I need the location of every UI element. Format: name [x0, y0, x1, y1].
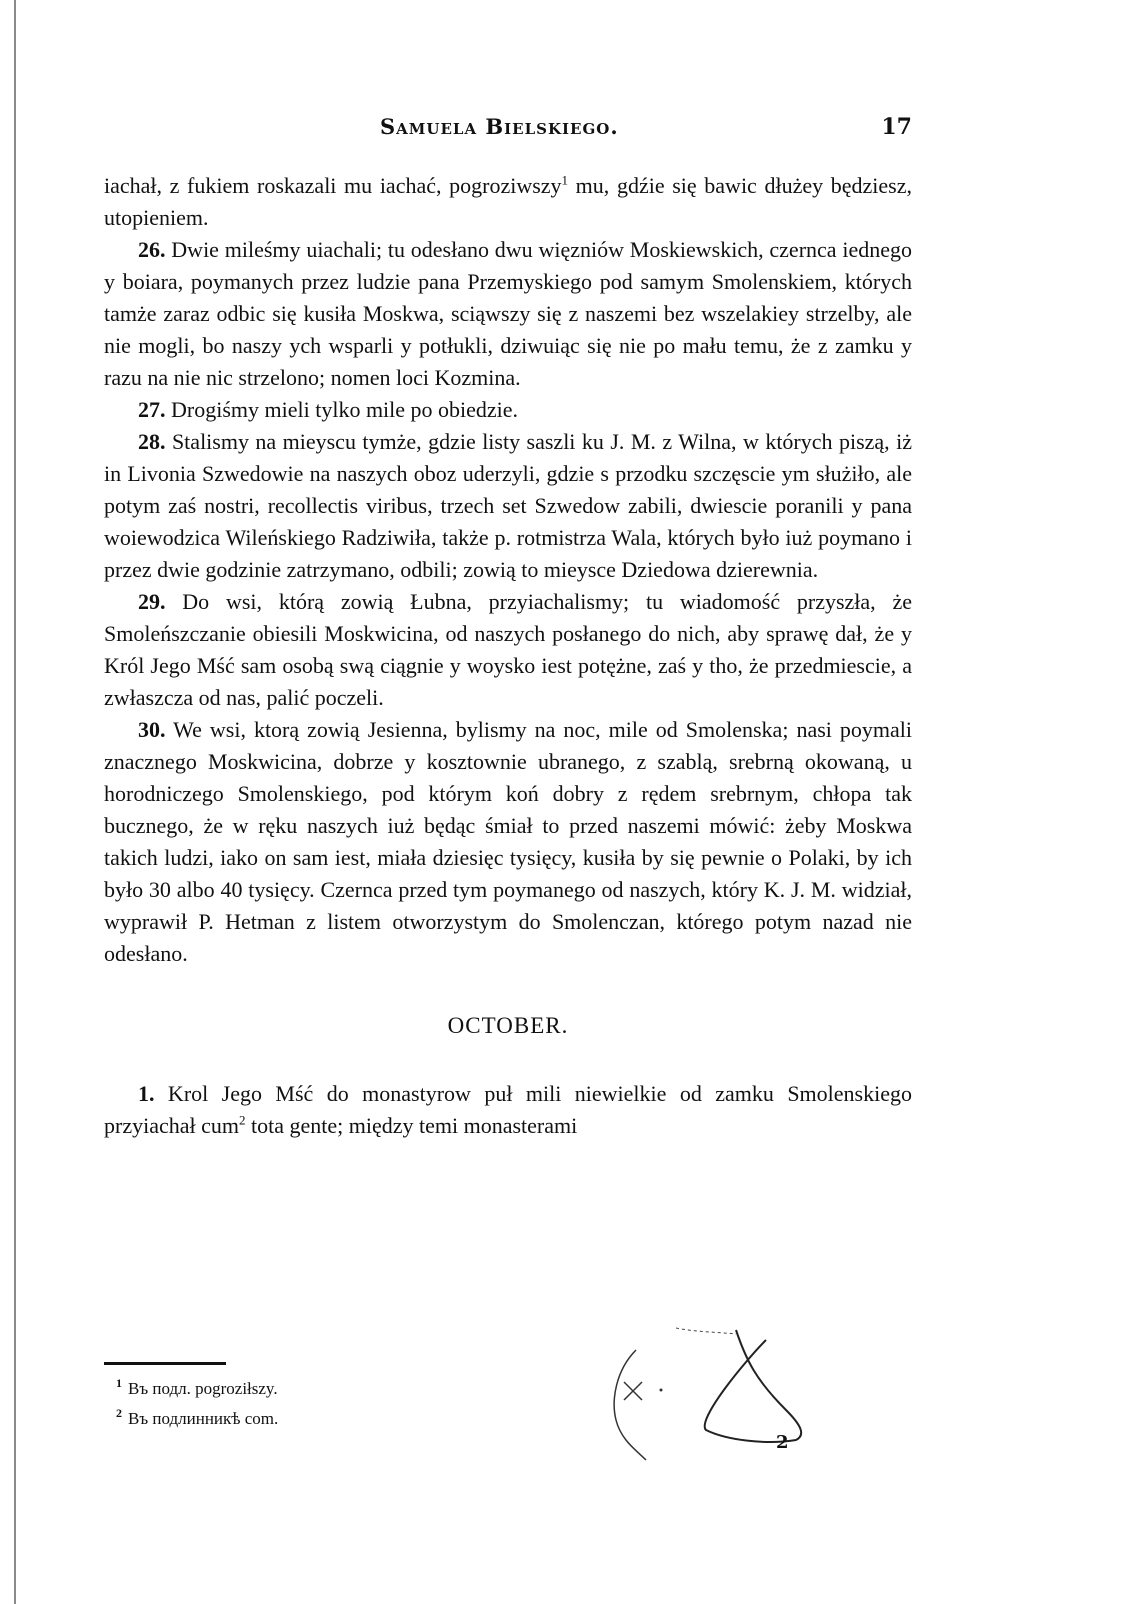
pencil-scribble — [596, 1320, 916, 1490]
paragraph-continuation — [104, 170, 912, 234]
paragraph-october-1 — [104, 1078, 912, 1142]
paragraph-28 — [104, 426, 912, 586]
paragraph-text: mu, gdźie się bawic dłużey będziesz, utopieniem. — [104, 173, 912, 230]
page-edge-line — [14, 0, 16, 1604]
footnote — [116, 1404, 536, 1434]
paragraph-text: We wsi, ktorą zowią Jesienna, bylismy na noc, mile od Smolenska; nasi poymali znacznego Moskwicina, dobrze y kosztownie ubranego, z szablą, srebrną okowaną, u horodniczego Smolenskiego, pod którym koń dobry z rędem srebrnym, chłopa tak bucznego, że w ręku naszych iuż będąc śmiał to przed naszemi mówić: żeby Moskwa takich ludzi, iako on sam iest, miała dziesięc tysięcy, kusiła by się pewnie o Polaki, by ich było 30 albo 40 tysięcy. Czernca przed tym poymanego od naszych, który K. J. M. widział, wyprawił P. Hetman z listem otworzystym do Smolenczan, którego potym nazad nie odesłano. — [104, 717, 912, 966]
paragraph-text: Do wsi, którą zowią Łubna, przyiachalismy; tu wiadomość przyszła, że Smoleńszczanie obiesili Moskwicina, od naszych posłanego do nich, aby sprawę dał, że y Król Jego Mść sam osobą swą ciągnie y woysko iest potężne, zaś y tho, że przedmiescie, a zwłaszcza od nas, palić poczeli. — [104, 589, 912, 710]
footnotes — [116, 1374, 536, 1434]
paragraph-30 — [104, 714, 912, 970]
entry-number: 30. — [138, 717, 166, 742]
footnote-mark: 1 — [116, 1376, 122, 1391]
paragraph-29 — [104, 586, 912, 714]
footnote-ref: 2 — [239, 1112, 246, 1128]
paragraph-text: Dwie mileśmy uiachali; tu odesłano dwu więzniów Moskiewskich, czernca iednego y boiara, poymanych przez ludzie pana Przemyskiego pod samym Smolenskiem, których tamże zaraz odbic się kusiła Moskwa, sciąwszy się z naszemi bez wszelakiey strzelby, ale nie mogli, bo naszy ych wsparli y potłukli, dziwuiąc się nie po mału temu, że z zamku y razu na nie nic strzelono; nomen loci Kozmina. — [104, 237, 912, 390]
scribble-drawing — [596, 1320, 916, 1490]
entry-number: 29. — [138, 589, 166, 614]
entry-number: 28. — [138, 429, 166, 454]
main-text — [104, 170, 912, 1142]
paragraph-27 — [104, 394, 912, 426]
paragraph-text: Stalismy na mieyscu tymże, gdzie listy saszli ku J. M. z Wilna, w których piszą, iż in Livonia Szwedowie na naszych oboz uderzyli, gdzie s przodku szczęscie ym służiło, ale potym zaś nostri, recollectis viribus, trzech set Szwedow zabili, dwiescie poranili y pana woiewodzica Wileńskiego Radziwiła, także p. rotmistrza Wala, których było iuż poymano i przez dwie godzinie zatrzymano, odbili; zowią to mieysce Dziedowa dzierewnia. — [104, 429, 912, 582]
paragraph-text: Krol Jego Mść do monastyrow puł mili niewielkie od zamku Smolenskiego przyiachał cum — [104, 1081, 912, 1138]
paragraph-26 — [104, 234, 912, 394]
entry-number: 27. — [138, 397, 166, 422]
paragraph-text: Drogiśmy mieli tylko mile po obiedzie. — [165, 397, 519, 422]
entry-number: 1. — [138, 1081, 155, 1106]
footnote-rule — [104, 1362, 226, 1365]
footnote-text: Въ подлинникѣ com. — [128, 1409, 279, 1428]
paragraph-text: iachał, z fukiem roskazali mu iachać, pogroziwszy — [104, 173, 562, 198]
running-head: Samuela Bielskiego. — [380, 114, 619, 139]
footnote-text: Въ подл. pogroziłszy. — [128, 1379, 278, 1398]
footnote-ref: 1 — [561, 172, 569, 188]
page-header — [104, 114, 912, 150]
paragraph-text: tota gente; między temi monasterami — [245, 1113, 578, 1138]
footnote — [116, 1374, 536, 1404]
section-heading: OCTOBER. — [447, 1013, 569, 1038]
page-number: 17 — [881, 114, 912, 140]
entry-number: 26. — [138, 237, 166, 262]
signature-mark: 2 — [776, 1432, 789, 1453]
footnote-mark: 2 — [116, 1406, 122, 1421]
